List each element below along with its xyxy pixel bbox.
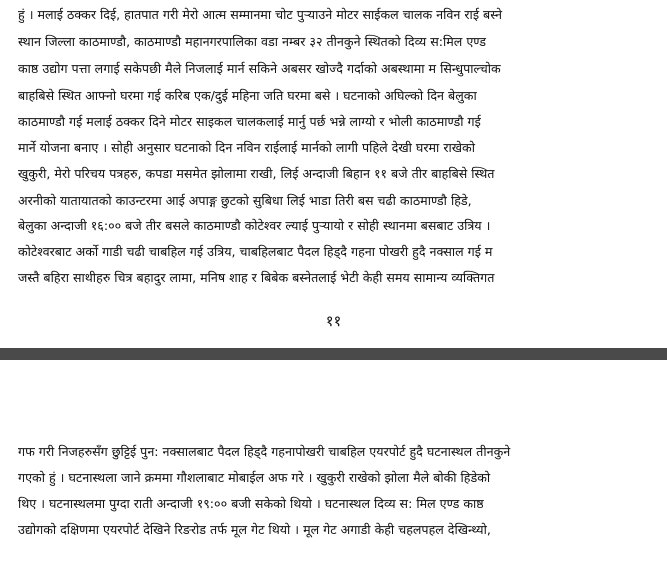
text-line: उद्योगको दक्षिणमा एयरपोर्ट देखिने रिङरोड तर्फ मूल गेट थियो । मूल गेट अगाडी केही चहलपहल देखिन्थ्यो, [18, 522, 491, 537]
text-line: अरनीको यातायातको काउन्टरमा आई अपाङ्ग छुटको सुबिधा लिई भाडा तिरी बस चढी काठमाण्डौ हिडे, [18, 193, 472, 208]
text-line: काष्ठ उद्योग पत्ता लगाई सकेपछी मैले निजलाई मार्न सकिने अबसर खोज्दै गर्दाको अबस्थामा म सिन्धुपाल्चोक [18, 61, 501, 76]
text-line: बाहबिसे स्थित आफ्नो घरमा गई करिब एक/दुई महिना जति घरमा बसे । घटनाको अघिल्को दिन बेलुका [18, 88, 477, 103]
text-line: हुं । मलाई ठक्कर दिई, हातपात गरी मेरो आत्म सम्मानमा चोट पुऱ्याउने मोटर साईकल चालक नविन राई बस्ने [18, 7, 502, 22]
page-number: ११ [325, 312, 342, 330]
page-separator [0, 348, 667, 360]
text-line: जस्तै बहिरा साथीहरु चित्र बहादुर लामा, मनिष शाह र बिबेक बस्नेतलाई भेटी केही समय सामान्य व्यक्तिगत [18, 270, 495, 285]
text-line: कोटेश्वरबाट अर्को गाडी चढी चाबहिल गई उत्रिय, चाबहिलबाट पैदल हिड्दै गहना पोखरी हुदै नक्साल गई म [18, 244, 493, 259]
text-line: काठमाण्डौ गई मलाई ठक्कर दिने मोटर साइकल चालकलाई मार्नु पर्छ भन्ने लाग्यो र भोली काठमाण्डौ गई [18, 114, 481, 129]
text-line: स्थान जिल्ला काठमाण्डौ, काठमाण्डौ महानगरपालिका वडा नम्बर ३२ तीनकुने स्थितको दिव्य स:मिल एण्ड [18, 34, 486, 49]
text-line: मार्ने योजना बनाए । सोही अनुसार घटनाको दिन नविन राईलाई मार्नको लागी पहिले देखी घरमा राखेको [18, 140, 475, 155]
document-page-bottom [0, 360, 667, 569]
text-line: खुकुरी, मेरो परिचय पत्रहरु, कपडा मसमेत झोलामा राखी, लिई अन्दाजी बिहान ११ बजे तीर बाहबिसे स्थित [18, 166, 495, 181]
text-line: गफ गरी निजहरुसँग छुट्टिई पुन: नक्सालबाट पैदल हिड्दै गहनापोखरी चाबहिल एयरपोर्ट हुदै घटनास्थल तीनकुने [18, 444, 511, 459]
text-line: बेलुका अन्दाजी १६:०० बजे तीर बसले काठमाण्डौ कोटेश्वर ल्याई पुऱ्यायो र सोही स्थानमा बसबाट उत्रिय । [18, 218, 491, 233]
text-line: थिए । घटनास्थलमा पुग्दा राती अन्दाजी १९:०० बजी सकेको थियो । घटनास्थल दिव्य स: मिल एण्ड काष्ठ [18, 496, 484, 511]
text-line: गएको हुं । घटनास्थला जाने क्रममा गौशलाबाट मोबाईल अफ गरे । खुकुरी राखेको झोला मैले बोकी हिडेको [18, 470, 491, 485]
